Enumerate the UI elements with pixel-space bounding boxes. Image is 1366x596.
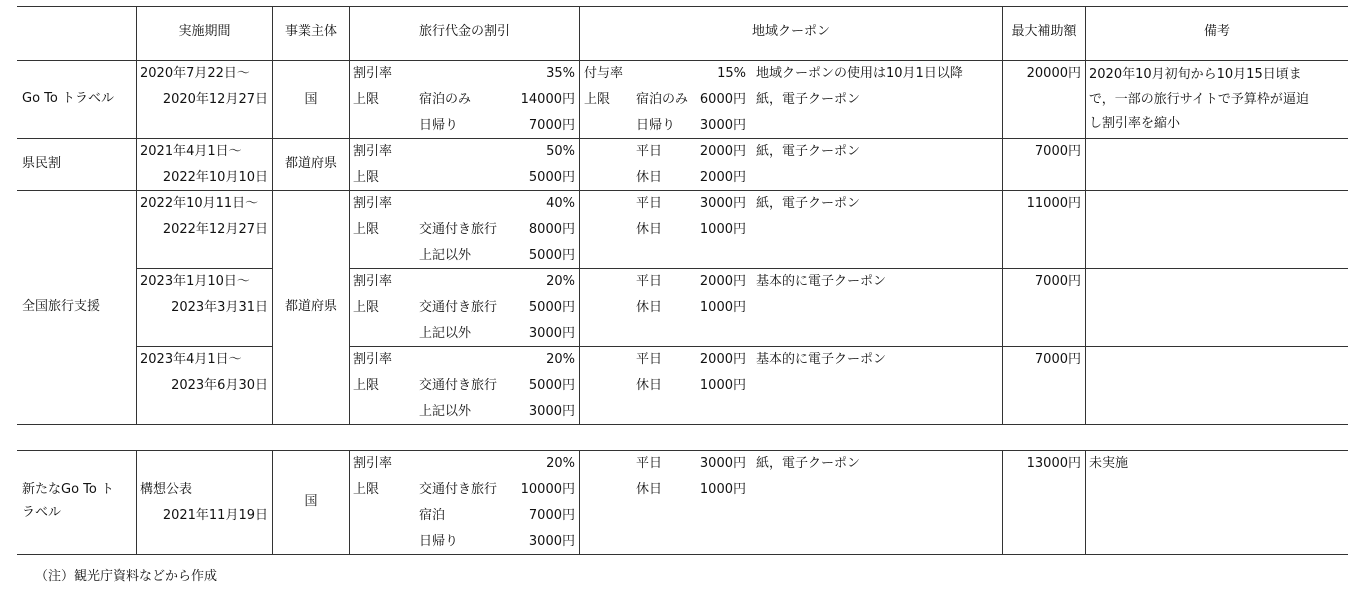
discount-rate-label: 割引率 (353, 274, 393, 289)
entity: 都道府県 (284, 299, 337, 314)
period-end: 2022年12月27日 (162, 222, 268, 237)
header-remarks: 備考 (1203, 24, 1230, 39)
remark: 未実施 (1089, 456, 1129, 471)
discount-other-label: 上記以外 (419, 248, 472, 263)
coupon-note: 基本的に電子クーポン (756, 352, 887, 367)
coupon-rate: 15% (717, 66, 746, 81)
header-coupon: 地域クーポン (751, 24, 830, 39)
discount-day: 3000円 (528, 534, 575, 549)
coupon-note: 紙，電子クーポン (756, 196, 861, 211)
discount-other-label: 上記以外 (419, 326, 472, 341)
coupon-holiday-label: 休日 (636, 170, 663, 185)
period-start: 2022年10月11日～ (140, 196, 259, 211)
discount-transport-label: 交通付き旅行 (419, 378, 498, 393)
coupon-stay-label: 宿泊のみ (636, 92, 689, 107)
table2-border-bottom (17, 554, 1348, 555)
coupon-holiday: 2000円 (699, 170, 746, 185)
discount-cap-label: 上限 (353, 378, 380, 393)
coupon-note: 紙，電子クーポン (756, 92, 861, 107)
col-divider (349, 6, 350, 425)
header-travel-discount: 旅行代金の割引 (418, 24, 510, 39)
discount-rate-label: 割引率 (353, 456, 393, 471)
discount-other: 3000円 (528, 404, 575, 419)
col-divider (1002, 450, 1003, 555)
footnote: （注）観光庁資料などから作成 (35, 569, 218, 584)
discount-transport: 8000円 (528, 222, 575, 237)
coupon-day-label: 日帰り (636, 118, 676, 133)
discount-rate: 20% (546, 274, 575, 289)
coupon-holiday: 1000円 (699, 222, 746, 237)
col-divider (272, 6, 273, 425)
program-name-zenkoku: 全国旅行支援 (22, 299, 101, 314)
discount-rate-label: 割引率 (353, 66, 393, 81)
coupon-note: 紙，電子クーポン (756, 144, 861, 159)
coupon-holiday-label: 休日 (636, 300, 663, 315)
discount-rate: 50% (546, 144, 575, 159)
col-divider (136, 450, 137, 555)
discount-transport-label: 交通付き旅行 (419, 482, 498, 497)
discount-cap-label: 上限 (353, 170, 380, 185)
header-max-subsidy: 最大補助額 (1011, 24, 1077, 39)
coupon-holiday-label: 休日 (636, 378, 663, 393)
discount-transport-label: 交通付き旅行 (419, 222, 498, 237)
program-name-goto: Go To トラベル (22, 91, 114, 106)
discount-transport-label: 交通付き旅行 (419, 300, 498, 315)
coupon-weekday: 3000円 (699, 196, 746, 211)
coupon-holiday: 1000円 (699, 378, 746, 393)
coupon-rate-label: 付与率 (584, 66, 624, 81)
coupon-weekday: 2000円 (699, 352, 746, 367)
max-subsidy: 7000円 (1034, 352, 1081, 367)
period-start: 2020年7月22日～ (140, 66, 250, 81)
coupon-stay: 6000円 (699, 92, 746, 107)
discount-transport: 5000円 (528, 378, 575, 393)
coupon-note: 基本的に電子クーポン (756, 274, 887, 289)
discount-day-label: 日帰り (419, 118, 459, 133)
remark-line: 2020年10月初旬から10月15日頃ま (1089, 67, 1302, 82)
period-end: 2023年6月30日 (171, 378, 268, 393)
coupon-weekday-label: 平日 (636, 352, 663, 367)
period-start: 2021年4月1日～ (140, 144, 242, 159)
discount-stay-label: 宿泊 (419, 508, 446, 523)
discount-rate: 20% (546, 352, 575, 367)
program-name-new-goto: 新たなGo To ト (22, 482, 114, 497)
discount-cap-label: 上限 (353, 300, 380, 315)
discount-stay: 14000円 (520, 92, 575, 107)
coupon-note: 紙，電子クーポン (756, 456, 861, 471)
table2-border-top (17, 450, 1348, 451)
coupon-weekday-label: 平日 (636, 274, 663, 289)
col-divider (579, 6, 580, 425)
coupon-weekday: 2000円 (699, 144, 746, 159)
row-divider (349, 268, 1348, 269)
period-start: 2023年4月1日～ (140, 352, 242, 367)
discount-rate: 20% (546, 456, 575, 471)
discount-cap-label: 上限 (353, 222, 380, 237)
discount-stay: 7000円 (528, 508, 575, 523)
discount-day: 7000円 (528, 118, 575, 133)
period-date: 2021年11月19日 (162, 508, 268, 523)
coupon-holiday: 1000円 (699, 482, 746, 497)
col-divider (1085, 450, 1086, 555)
remark-line: で，一部の旅行サイトで予算枠が逼迫 (1089, 92, 1309, 107)
col-divider (1085, 6, 1086, 425)
program-name-new-goto-cont: ラベル (22, 505, 62, 520)
coupon-note: 地域クーポンの使用は10月1日以降 (756, 66, 963, 81)
max-subsidy: 7000円 (1034, 274, 1081, 289)
discount-other: 5000円 (528, 248, 575, 263)
discount-rate: 35% (546, 66, 575, 81)
coupon-holiday: 1000円 (699, 300, 746, 315)
table-border-top (17, 6, 1348, 7)
coupon-holiday-label: 休日 (636, 222, 663, 237)
coupon-weekday: 2000円 (699, 274, 746, 289)
table-border-bottom (17, 424, 1348, 425)
entity: 国 (304, 494, 318, 509)
discount-cap: 5000円 (528, 170, 575, 185)
row-divider (136, 268, 272, 269)
coupon-weekday-label: 平日 (636, 196, 663, 211)
coupon-weekday: 3000円 (699, 456, 746, 471)
discount-day-label: 日帰り (419, 534, 459, 549)
discount-rate-label: 割引率 (353, 196, 393, 211)
col-divider (136, 6, 137, 425)
max-subsidy: 11000円 (1026, 196, 1081, 211)
discount-rate: 40% (546, 196, 575, 211)
discount-cap-label: 上限 (353, 92, 380, 107)
discount-transport: 5000円 (528, 300, 575, 315)
discount-cap-label: 上限 (353, 482, 380, 497)
col-divider (349, 450, 350, 555)
row-divider (17, 138, 1348, 139)
coupon-holiday-label: 休日 (636, 482, 663, 497)
discount-transport: 10000円 (520, 482, 575, 497)
coupon-weekday-label: 平日 (636, 144, 663, 159)
max-subsidy: 13000円 (1026, 456, 1081, 471)
period-end: 2023年3月31日 (171, 300, 268, 315)
remark-line: し割引率を縮小 (1089, 116, 1181, 131)
coupon-cap-label: 上限 (584, 92, 611, 107)
period-start: 2023年1月10日～ (140, 274, 250, 289)
period-end: 2022年10月10日 (162, 170, 268, 185)
col-divider (1002, 6, 1003, 425)
discount-rate-label: 割引率 (353, 144, 393, 159)
coupon-weekday-label: 平日 (636, 456, 663, 471)
entity: 都道府県 (284, 156, 337, 171)
row-divider (136, 346, 272, 347)
max-subsidy: 20000円 (1026, 66, 1081, 81)
header-period: 実施期間 (178, 24, 231, 39)
discount-other: 3000円 (528, 326, 575, 341)
discount-other-label: 上記以外 (419, 404, 472, 419)
discount-stay-label: 宿泊のみ (419, 92, 472, 107)
header-entity: 事業主体 (284, 24, 337, 39)
row-divider (349, 346, 1348, 347)
max-subsidy: 7000円 (1034, 144, 1081, 159)
period-label: 構想公表 (140, 482, 193, 497)
col-divider (579, 450, 580, 555)
program-name-kenmin: 県民割 (22, 156, 62, 171)
discount-rate-label: 割引率 (353, 352, 393, 367)
entity: 国 (304, 92, 318, 107)
coupon-day: 3000円 (699, 118, 746, 133)
table-header-bottom (17, 60, 1348, 61)
period-end: 2020年12月27日 (162, 92, 268, 107)
row-divider (17, 190, 1348, 191)
